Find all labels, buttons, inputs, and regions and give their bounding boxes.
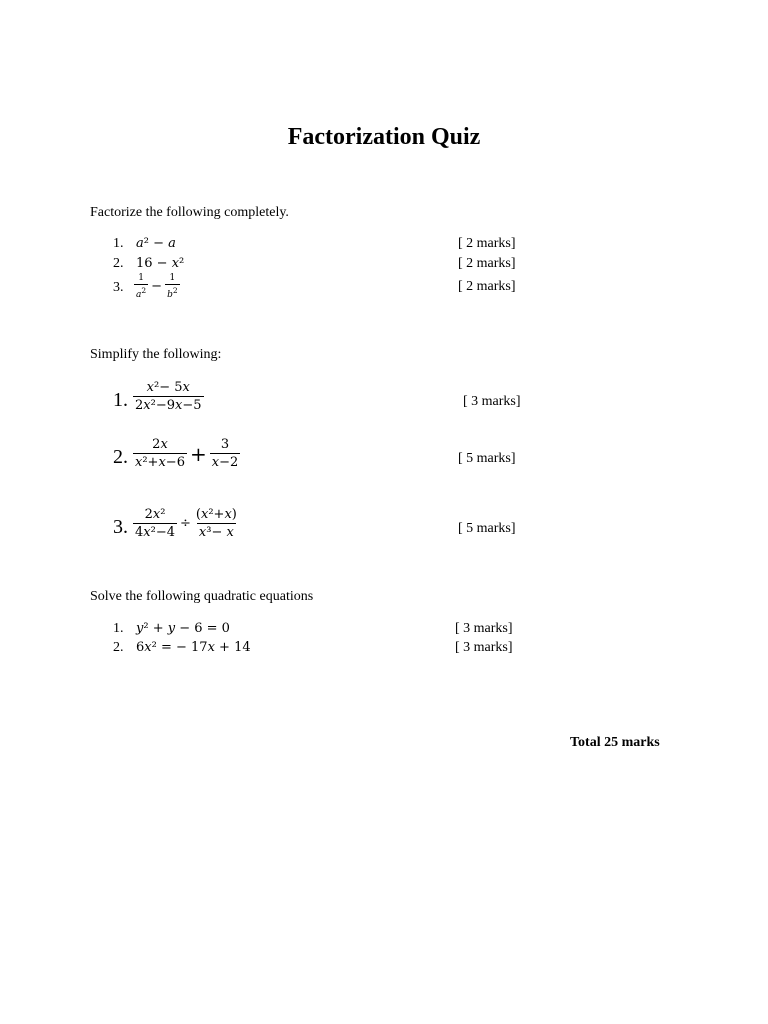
s2-q2-expression: $\frac{2x}{\text{x²+x−6}}$ + $\frac{3}{x-2}$ <box>135 437 239 470</box>
total-marks: Total 25 marks <box>570 735 660 750</box>
s2-q2-marks: [ 5 marks] <box>458 451 516 466</box>
s1-q3-expression: $\frac{1}{a^2}$ − $\frac{1}{b^2}$ <box>136 273 178 300</box>
s2-q1-marks: [ 3 marks] <box>463 394 521 409</box>
s3-q2-marks: [ 3 marks] <box>455 640 513 655</box>
s2-q3-marks: [ 5 marks] <box>458 521 516 536</box>
s2-q1-expression: $\frac{\text{x²− 5x}}{\text{2x²−9x−5}}$ <box>135 380 202 413</box>
s1-q2-number: 2. <box>113 256 124 271</box>
s2-q2-number: 2. <box>113 446 128 468</box>
s1-q3-marks: [ 2 marks] <box>458 279 516 294</box>
s2-q1-number: 1. <box>113 389 128 411</box>
s1-q2-expression: 16 − x² <box>136 256 185 271</box>
s1-q1-marks: [ 2 marks] <box>458 236 516 251</box>
section2-instruction: Simplify the following: <box>90 347 222 362</box>
quiz-title: Factorization Quiz <box>287 124 481 150</box>
s3-q1-number: 1. <box>113 621 124 636</box>
s3-q2-expression: 6x² = − 17x + 14 <box>136 640 251 655</box>
s1-q1-expression: a² − a <box>136 236 176 251</box>
s2-q3-number: 3. <box>113 516 128 538</box>
s3-q1-expression: y² + y − 6 = 0 <box>136 621 230 636</box>
s1-q2-marks: [ 2 marks] <box>458 256 516 271</box>
s2-q3-expression: $\frac{\text{2x²}}{\text{4x²−4}}$ ÷ $\frac{\text{(x²+x)}}{\text{x³− x}}$ <box>135 507 237 540</box>
s1-q3-number: 3. <box>113 280 124 295</box>
section1-instruction: Factorize the following completely. <box>90 205 289 220</box>
s3-q1-marks: [ 3 marks] <box>455 621 513 636</box>
s3-q2-number: 2. <box>113 640 124 655</box>
section3-instruction: Solve the following quadratic equations <box>90 589 314 604</box>
s1-q1-number: 1. <box>113 236 124 251</box>
